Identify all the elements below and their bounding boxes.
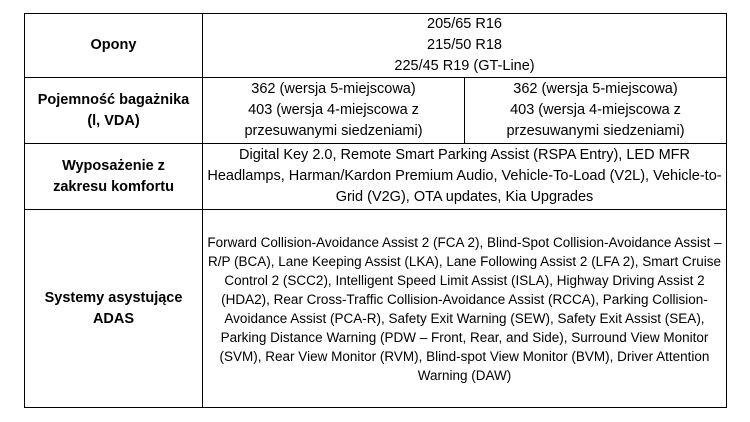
trunk-b-line2: 403 (wersja 4-miejscowa z bbox=[510, 102, 681, 118]
trunk-a-line1: 362 (wersja 5-miejscowa) bbox=[251, 81, 416, 97]
trunk-a-line3: przesuwanymi siedzeniami) bbox=[244, 123, 423, 139]
trunk-value-a bbox=[203, 78, 465, 144]
table-row-trunk bbox=[25, 78, 727, 144]
comfort-label-line1: Wyposażenie z bbox=[62, 157, 165, 174]
adas-text: Forward Collision-Avoidance Assist 2 (FCA 2), Blind-Spot Collision-Avoidance Assist – R/P (BCA), Lane Keeping Assist (LKA), Lane Following Assist 2 (LFA 2), Smart Cruise Control 2 (SCC2), Intelligent Speed Limit Assist (ISLA), Highway Driving Assist 2 (HDA2), Rear Cross-Traffic Collision-Avoidance Assist (RCCA), Parking Collision-Avoidance Assist (PCA-R), Safety Exit Warning (SEW), Safety Exit Assist (SEA), Parking Distance Warning (PDW – Front, Rear, and Side), Surround View Monitor (SVM), Rear View Monitor (RVM), Blind-spot View Monitor (BVM), Driver Attention Warning (DAW) bbox=[207, 234, 722, 383]
tires-values bbox=[203, 14, 727, 78]
adas-label-line2: ADAS bbox=[92, 310, 135, 327]
comfort-label-line2: zakresu komfortu bbox=[53, 178, 174, 195]
table-row-comfort bbox=[25, 144, 727, 210]
tires-label: Opony bbox=[25, 14, 203, 78]
trunk-a-line2: 403 (wersja 4-miejscowa z bbox=[248, 102, 419, 118]
adas-label bbox=[25, 210, 203, 408]
tire-size-1: 205/65 R16 bbox=[427, 16, 502, 32]
trunk-label-line1: Pojemność bagażnika bbox=[37, 91, 190, 108]
tire-size-2: 215/50 R18 bbox=[427, 37, 502, 53]
comfort-label bbox=[25, 144, 203, 210]
trunk-label bbox=[25, 78, 203, 144]
trunk-b-line1: 362 (wersja 5-miejscowa) bbox=[513, 81, 678, 97]
comfort-value bbox=[203, 144, 727, 210]
adas-label-line1: Systemy asystujące bbox=[44, 289, 183, 306]
comfort-text: Digital Key 2.0, Remote Smart Parking Assist (RSPA Entry), LED MFR Headlamps, Harman/Kardon Premium Audio, Vehicle-To-Load (V2L), Vehicle-to-Grid (V2G), OTA updates, Kia Upgrades bbox=[207, 147, 722, 205]
tire-size-3: 225/45 R19 (GT-Line) bbox=[394, 58, 535, 74]
adas-value bbox=[203, 210, 727, 408]
spec-table bbox=[24, 13, 727, 408]
trunk-label-line2: (l, VDA) bbox=[87, 112, 140, 129]
table-row-tires bbox=[25, 14, 727, 78]
trunk-value-b bbox=[465, 78, 727, 144]
trunk-b-line3: przesuwanymi siedzeniami) bbox=[506, 123, 685, 139]
table-row-adas bbox=[25, 210, 727, 408]
